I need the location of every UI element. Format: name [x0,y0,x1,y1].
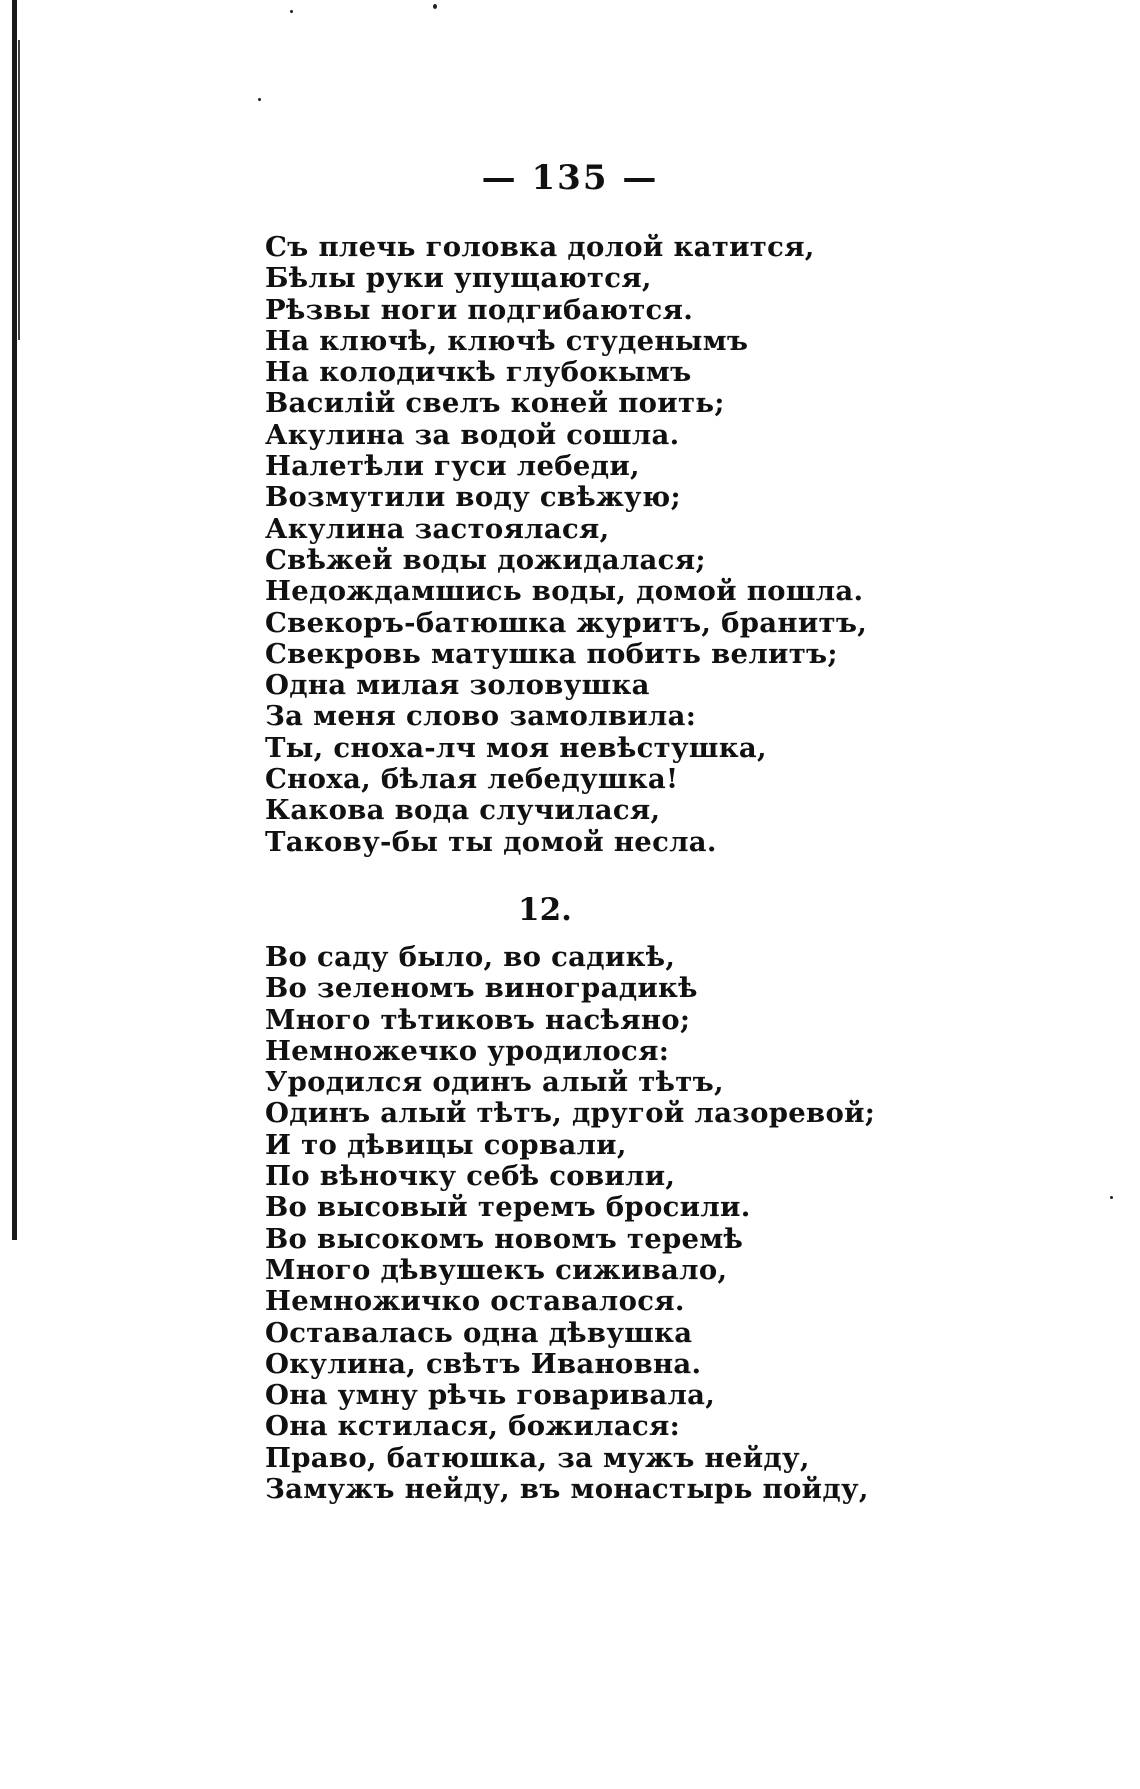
poem-line: Недождамшись воды, домой пошла. [265,575,864,608]
section-number: 12. [518,892,572,928]
print-speck [433,4,437,9]
poem-line: И то дѣвицы сорвали, [265,1128,627,1161]
poem-line: Налетѣли гуси лебеди, [265,450,640,483]
page-number: — 135 — [481,158,659,198]
poem-section-11 [265,232,867,858]
poem-line: Одна милая золовушка [265,669,650,702]
poem-line: Акулина за водой сошла. [265,418,680,451]
poem-line: Какова вода случилася, [265,794,661,827]
poem-line: На ключѣ, ключѣ студенымъ [265,324,749,357]
poem-line: Акулина застоялася, [265,512,610,545]
poem-line: Ты, сноха-лч моя невѣстушка, [265,731,767,764]
poem-line: Во высовый теремъ бросили. [265,1191,751,1224]
poem-line: Немножечко уродилося: [265,1034,670,1067]
poem-line: Немножичко оставалося. [265,1285,685,1318]
poem-line: По вѣночку себѣ совили, [265,1160,676,1193]
print-speck [258,98,261,101]
poem-line: Возмутили воду свѣжую; [265,481,681,514]
poem-line: Замужъ нейду, въ монастырь пойду, [265,1473,869,1506]
poem-line: Съ плечь головка долой катится, [265,231,815,263]
poem-line: Свѣжей воды дожидалася; [265,543,706,576]
poem-line: За меня слово замолвила: [265,700,697,733]
poem-line: Во зеленомъ виноградикѣ [265,972,698,1005]
poem-line: Она умну рѣчь говаривала, [265,1379,716,1412]
poem-line: Во высокомъ новомъ теремѣ [265,1222,744,1255]
poem-line: Сноха, бѣлая лебедушка! [265,763,679,796]
poem-line: Окулина, свѣтъ Ивановна. [265,1347,702,1380]
poem-line: Одинъ алый тѣтъ, другой лазоревой; [265,1097,876,1130]
poem-line: Бѣлы руки упущаются, [265,262,652,295]
poem-line: Оставалась одна дѣвушка [265,1316,693,1349]
poem-line: На колодичкѣ глубокымъ [265,356,692,389]
poem-line: Свекровь матушка побить велитъ; [265,637,838,670]
poem-section-12 [265,942,875,1505]
poem-line: Василій свелъ коней поить; [265,387,725,420]
poem-line: Много дѣвушекъ сиживало, [265,1253,728,1286]
poem-line: Она кстилася, божилася: [265,1410,681,1443]
print-speck [1110,1196,1113,1199]
poem-line: Такову-бы ты домой несла. [265,825,717,858]
poem-line: Много тѣтиковъ насѣяно; [265,1003,691,1036]
poem-line: Рѣзвы ноги подгибаются. [265,293,694,326]
poem-line: Свекоръ-батюшка журитъ, бранитъ, [265,606,868,639]
print-speck [290,10,293,13]
poem-line: Уродился одинъ алый тѣтъ, [265,1066,724,1099]
poem-line: Во саду было, во садикѣ, [265,941,676,973]
poem-line: Право, батюшка, за мужъ нейду, [265,1441,810,1474]
